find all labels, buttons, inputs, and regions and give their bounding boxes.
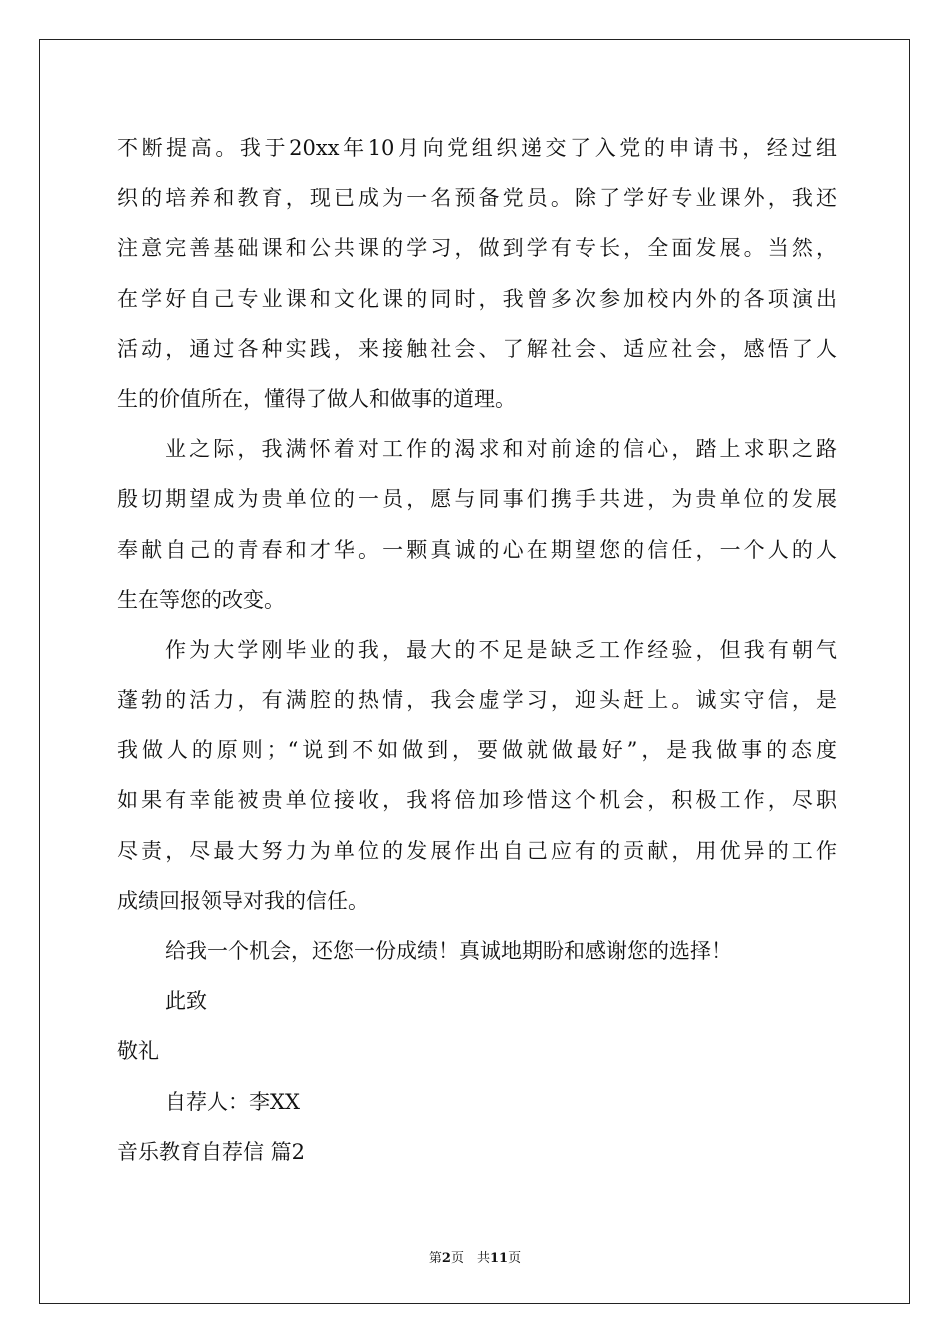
footer-prefix: 第 — [428, 1251, 442, 1266]
footer-middle: 页 共 — [450, 1251, 490, 1266]
text-line: 敬礼 — [117, 1039, 159, 1064]
text-line: 业之际，我满怀着对工作的渴求和对前途的信心，踏上求职之路 — [165, 437, 837, 462]
text-line: 尽责，尽最大努力为单位的发展作出自己应有的贡献，用优异的工作 — [117, 838, 837, 863]
text-line: 此致 — [165, 989, 207, 1014]
text-line: 我做人的原则；“说到不如做到，要做就做最好”，是我做事的态度 — [117, 738, 837, 763]
text-line: 在学好自己专业课和文化课的同时，我曾多次参加校内外的各项演出 — [117, 286, 837, 311]
total-page-count: 11 — [489, 1251, 509, 1266]
text-line: 生的价值所在，懂得了做人和做事的道理。 — [117, 386, 516, 411]
text-line: 织的培养和教育，现已成为一名预备党员。除了学好专业课外，我还 — [117, 186, 837, 211]
text-line: 奉献自己的青春和才华。一颗真诚的心在期望您的信任，一个人的人 — [117, 537, 837, 562]
text-line: 生在等您的改变。 — [117, 587, 285, 612]
text-line: 自荐人：李XX — [165, 1089, 300, 1114]
text-line: 音乐教育自荐信 篇2 — [117, 1139, 306, 1164]
current-page-number: 2 — [441, 1251, 451, 1266]
text-line: 不断提高。我于20xx年10月向党组织递交了入党的申请书，经过组 — [117, 136, 837, 160]
footer-suffix: 页 — [508, 1251, 522, 1266]
text-line: 殷切期望成为贵单位的一员，愿与同事们携手共进，为贵单位的发展 — [117, 487, 837, 512]
text-line: 成绩回报领导对我的信任。 — [117, 888, 369, 913]
page-footer — [0, 1247, 950, 1266]
text-line: 蓬勃的活力，有满腔的热情，我会虚学习，迎头赶上。诚实守信，是 — [117, 688, 837, 713]
text-line: 如果有幸能被贵单位接收，我将倍加珍惜这个机会，积极工作，尽职 — [117, 788, 837, 813]
text-line: 作为大学刚毕业的我，最大的不足是缺乏工作经验，但我有朝气 — [165, 637, 837, 662]
text-line: 注意完善基础课和公共课的学习，做到学有专长，全面发展。当然， — [117, 236, 837, 261]
letter-body — [117, 123, 837, 1177]
text-line: 活动，通过各种实践，来接触社会、了解社会、适应社会，感悟了人 — [117, 336, 837, 361]
text-line: 给我一个机会，还您一份成绩！真诚地期盼和感谢您的选择！ — [165, 939, 732, 963]
